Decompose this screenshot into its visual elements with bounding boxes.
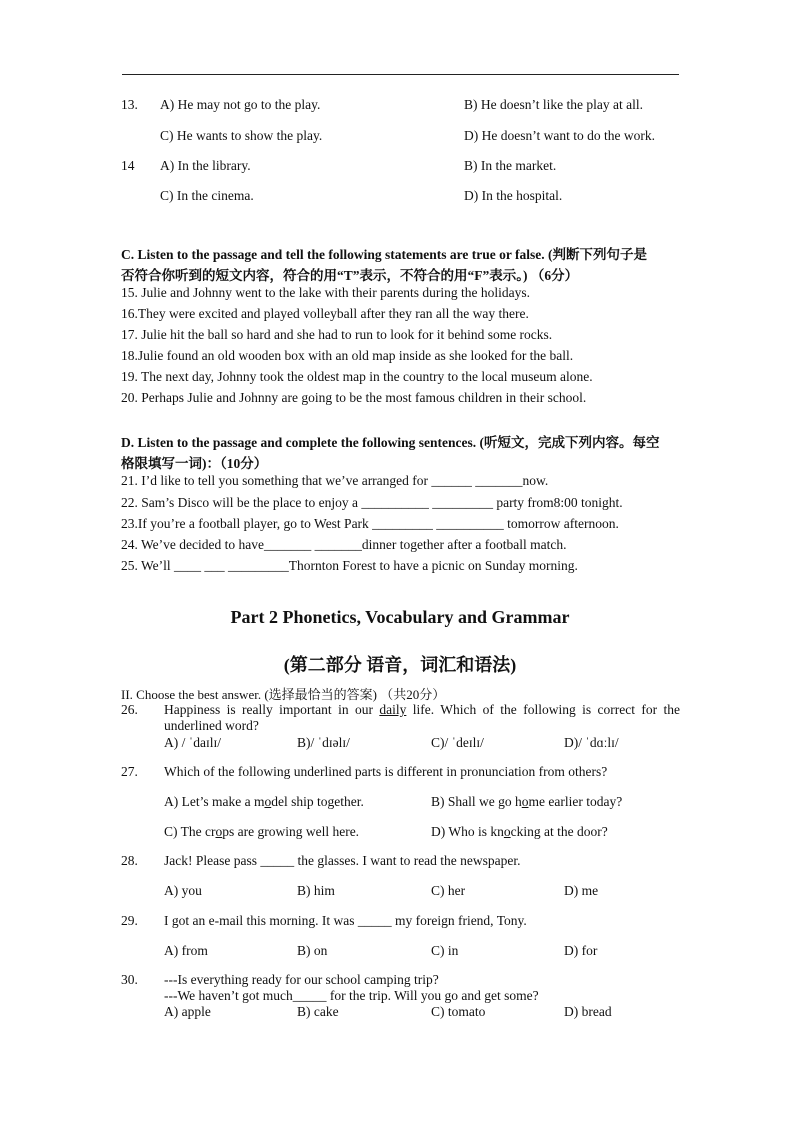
instruction: II. Choose the best answer. (选择最恰当的答案) （共20分）	[121, 687, 446, 702]
question-number: 13.	[121, 97, 138, 112]
option-b: B) him	[297, 883, 335, 898]
option-b: B) cake	[297, 1004, 339, 1019]
dialogue-line: ---We haven’t got much_____ for the trip. Will you go and get some?	[164, 988, 539, 1003]
option-b: B)/ ˈdɪəlɪ/	[297, 735, 350, 750]
fill-in-sentence: 24. We’ve decided to have_______ _______dinner together after a football match.	[121, 537, 567, 552]
option-a: A) you	[164, 883, 202, 898]
question-number: 26.	[121, 702, 138, 717]
question-number: 29.	[121, 913, 138, 928]
dialogue-line: ---Is everything ready for our school camping trip?	[164, 972, 439, 987]
fill-in-sentence: 23.If you’re a football player, go to West Park _________ __________ tomorrow afternoon.	[121, 516, 619, 531]
option-a: A) apple	[164, 1004, 211, 1019]
option-b: B) He doesn’t like the play at all.	[464, 97, 643, 112]
option-c: C) The crops are growing well here.	[164, 824, 360, 839]
section-c-heading: C. Listen to the passage and tell the following statements are true or false. (判断下列句子是	[121, 247, 647, 262]
statement: 16.They were excited and played volleyball after they ran all the way there.	[121, 306, 529, 321]
statement: 15. Julie and Johnny went to the lake with their parents during the holidays.	[121, 285, 531, 300]
option-c: C)/ ˈdeɪlɪ/	[431, 735, 484, 750]
option-c: C) tomato	[431, 1004, 486, 1019]
question-stem: Jack! Please pass _____ the glasses. I want to read the newspaper.	[164, 853, 521, 868]
fill-in-sentence: 25. We’ll ____ ___ _________Thornton Forest to have a picnic on Sunday morning.	[121, 558, 578, 573]
option-c: C) in	[431, 943, 459, 958]
option-d: D) Who is knocking at the door?	[431, 824, 608, 839]
statement: 17. Julie hit the ball so hard and she had to run to look for it behind some rocks.	[121, 327, 553, 342]
option-d: D) He doesn’t want to do the work.	[464, 128, 655, 143]
fill-in-sentence: 21. I’d like to tell you something that we’ve arranged for ______ _______now.	[121, 473, 549, 488]
option-d: D)/ ˈdɑːlɪ/	[564, 735, 619, 750]
option-a: A) / ˈdaɪlɪ/	[164, 735, 221, 750]
option-b: B) on	[297, 943, 328, 958]
option-c: C) He wants to show the play.	[160, 128, 323, 143]
option-c: C) her	[431, 883, 466, 898]
section-d-heading: D. Listen to the passage and complete the following sentences. (听短文，完成下列内容。每空	[121, 435, 660, 450]
option-b: B) Shall we go home earlier today?	[431, 794, 623, 809]
option-d: D) bread	[564, 1004, 612, 1019]
fill-in-sentence: 22. Sam’s Disco will be the place to enjoy a __________ _________ party from8:00 tonight.	[121, 495, 623, 510]
option-d: D) In the hospital.	[464, 188, 563, 203]
question-number: 14	[121, 158, 135, 173]
top-rule	[122, 74, 679, 75]
statement: 19. The next day, Johnny took the oldest map in the country to the local museum alone.	[121, 369, 593, 384]
part-title: Part 2 Phonetics, Vocabulary and Grammar	[230, 607, 570, 627]
statement: 20. Perhaps Julie and Johnny are going to be the most famous children in their school.	[121, 390, 587, 405]
option-b: B) In the market.	[464, 158, 557, 173]
underlined-word: daily	[379, 702, 407, 717]
question-number: 27.	[121, 764, 138, 779]
option-a: A) He may not go to the play.	[160, 97, 321, 112]
section-d-heading-cont: 格限填写一词)：（10分）	[121, 456, 268, 471]
option-d: D) for	[564, 943, 598, 958]
question-number: 28.	[121, 853, 138, 868]
option-d: D) me	[564, 883, 599, 898]
question-stem: I got an e-mail this morning. It was _____ my foreign friend, Tony.	[164, 913, 527, 928]
option-a: A) from	[164, 943, 208, 958]
section-c-heading-cont: 否符合你听到的短文内容，符合的用“T”表示，不符合的用“F”表示。) （6分）	[121, 268, 579, 283]
option-a: A) In the library.	[160, 158, 251, 173]
question-stem: Happiness is really important in our daily life. Which of the following is correct for the underlined word?	[164, 702, 680, 733]
question-stem: Which of the following underlined parts is different in pronunciation from others?	[164, 764, 608, 779]
question-number: 30.	[121, 972, 138, 987]
option-c: C) In the cinema.	[160, 188, 254, 203]
option-a: A) Let’s make a model ship together.	[164, 794, 364, 809]
statement: 18.Julie found an old wooden box with an old map inside as she looked for the ball.	[121, 348, 574, 363]
part-subtitle: (第二部分 语音，词汇和语法)	[283, 655, 517, 675]
